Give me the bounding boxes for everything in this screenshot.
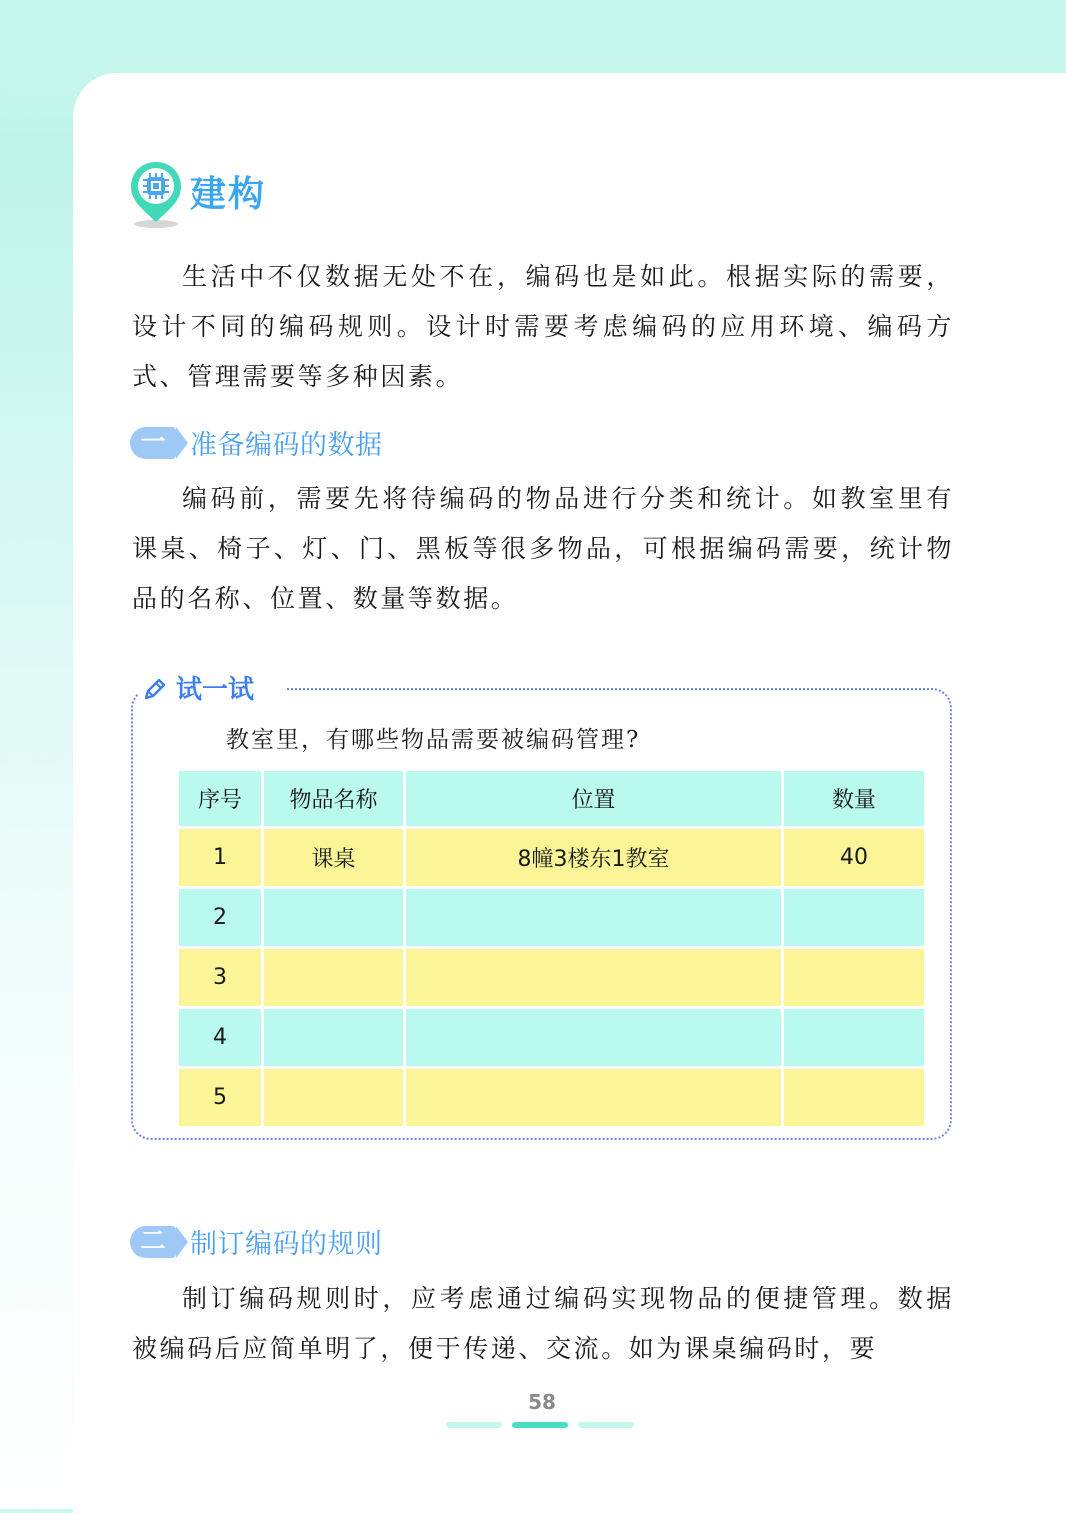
section-1-title: 准备编码的数据 xyxy=(190,430,383,461)
page-title: 建构 xyxy=(190,174,267,215)
table-row xyxy=(178,888,926,948)
cell-location[interactable] xyxy=(405,948,783,1008)
cell-index: 3 xyxy=(178,948,263,1008)
table-row xyxy=(178,1008,926,1068)
cell-location[interactable] xyxy=(405,888,783,948)
chip-pin-icon xyxy=(126,158,186,230)
page-number: 58 xyxy=(528,1390,556,1414)
intro-text: 生活中不仅数据无处不在，编码也是如此。根据实际的需要，设计不同的编码规则。设计时需要考虑编码的应用环境、编码方式、管理需要等多种因素。 xyxy=(132,262,954,391)
section-1-paragraph xyxy=(132,474,954,624)
cell-quantity[interactable] xyxy=(783,1068,926,1128)
table-row xyxy=(178,1068,926,1128)
header-location: 位置 xyxy=(405,770,783,828)
cell-index: 2 xyxy=(178,888,263,948)
section-1-text: 编码前，需要先将待编码的物品进行分类和统计。如教室里有课桌、椅子、灯、门、黑板等很多物品，可根据编码需要，统计物品的名称、位置、数量等数据。 xyxy=(132,484,954,613)
pencil-icon xyxy=(142,676,168,706)
cell-quantity[interactable] xyxy=(783,948,926,1008)
cell-item-name[interactable] xyxy=(263,888,405,948)
footer-bar-right xyxy=(578,1422,634,1428)
section-2-paragraph xyxy=(132,1274,954,1374)
cell-quantity[interactable] xyxy=(783,1008,926,1068)
section-1-number: 一 xyxy=(140,427,166,456)
table-row xyxy=(178,948,926,1008)
section-2-number: 二 xyxy=(140,1226,166,1255)
section-2-title: 制订编码的规则 xyxy=(190,1229,383,1260)
table-header-row xyxy=(178,770,926,828)
cell-location[interactable] xyxy=(405,1008,783,1068)
cell-index: 5 xyxy=(178,1068,263,1128)
cell-location[interactable] xyxy=(405,1068,783,1128)
footer-bar-left xyxy=(446,1422,502,1428)
try-it-title: 试一试 xyxy=(176,675,255,705)
header-index: 序号 xyxy=(178,770,263,828)
header-quantity: 数量 xyxy=(783,770,926,828)
cell-quantity[interactable] xyxy=(783,888,926,948)
cell-index: 4 xyxy=(178,1008,263,1068)
footer-bar-center xyxy=(512,1422,568,1428)
cell-index: 1 xyxy=(178,828,263,888)
cell-item-name[interactable] xyxy=(263,948,405,1008)
cell-item-name[interactable] xyxy=(263,1068,405,1128)
section-2-text: 制订编码规则时，应考虑通过编码实现物品的便捷管理。数据被编码后应简单明了，便于传递、交流。如为课桌编码时，要 xyxy=(132,1284,954,1363)
try-it-header xyxy=(138,670,286,706)
try-it-question: 教室里，有哪些物品需要被编码管理? xyxy=(226,727,641,753)
intro-paragraph xyxy=(132,252,954,402)
items-table xyxy=(176,768,927,1129)
cell-item-name[interactable] xyxy=(263,1008,405,1068)
header-item-name: 物品名称 xyxy=(263,770,405,828)
cell-quantity[interactable]: 40 xyxy=(783,828,926,888)
cell-location[interactable]: 8幢3楼东1教室 xyxy=(405,828,783,888)
table-row xyxy=(178,828,926,888)
cell-item-name[interactable]: 课桌 xyxy=(263,828,405,888)
